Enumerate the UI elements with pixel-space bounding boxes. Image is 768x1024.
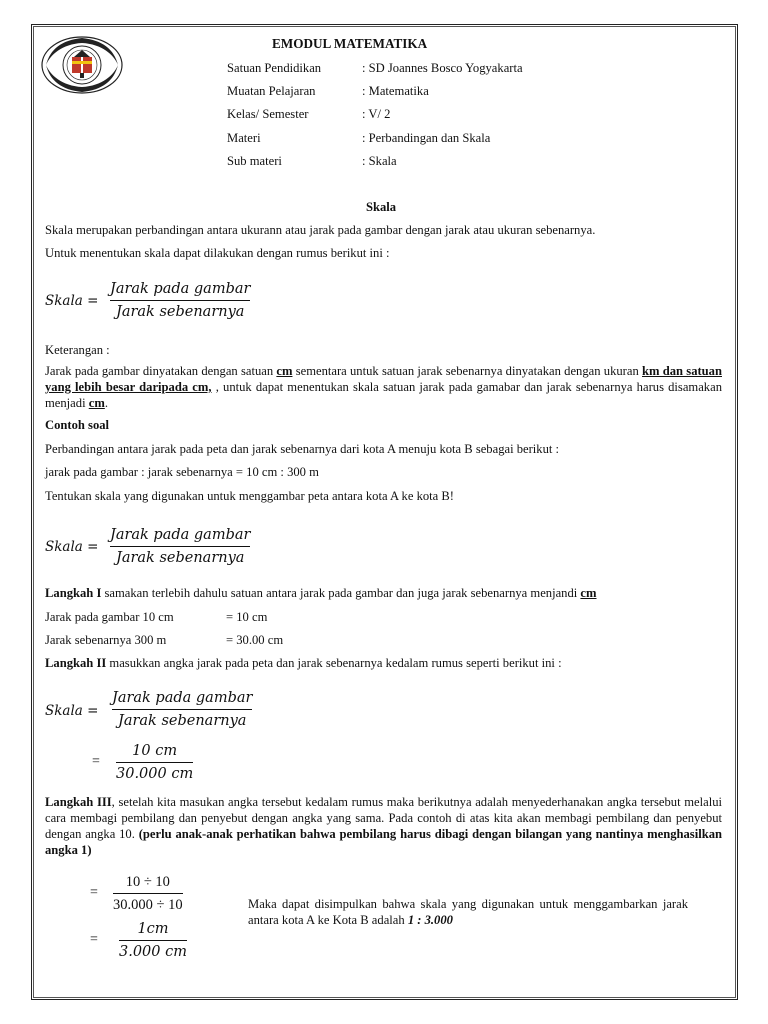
- formula-3-fraction: [112, 688, 252, 731]
- formula-3-numerator: Jarak pada gambar: [112, 690, 253, 706]
- header-label-materi: Materi: [227, 131, 261, 145]
- header-label-muatan: Muatan Pelajaran: [227, 84, 316, 98]
- formula-fraction: [110, 279, 250, 322]
- header-value-muatan: : Matematika: [362, 84, 429, 98]
- conclusion-text: Maka dapat disimpulkan bahwa skala yang digunakan untuk menggambarkan jarak antara kota A ke Kota B adalah: [248, 897, 688, 927]
- langkah-2-label: Langkah II: [45, 656, 107, 670]
- header-value-submateri: : Skala: [362, 154, 397, 168]
- conclusion-answer: 1 : 3.000: [407, 913, 453, 927]
- langkah-2-equals: =: [92, 754, 100, 769]
- langkah-1-row2-value: = 30.00 cm: [226, 633, 284, 647]
- keterangan-text-1: Jarak pada gambar dinyatakan dengan satuan: [45, 364, 274, 378]
- section-title: Skala: [366, 200, 397, 214]
- keterangan-paragraph: [45, 363, 722, 411]
- keterangan-km: km dan satuan yang lebih besar daripada cm,: [45, 364, 722, 394]
- keterangan-cm-1: cm: [276, 364, 293, 378]
- formula-denominator: Jarak sebenarnya: [116, 304, 245, 320]
- langkah-1-row2-label: Jarak sebenarnya 300 m: [45, 633, 167, 647]
- final-equals-2: =: [90, 932, 98, 947]
- formula-3-lhs: Skala =: [45, 703, 99, 719]
- langkah-1-label: Langkah I: [45, 586, 102, 600]
- formula-3-denominator: Jarak sebenarnya: [118, 713, 247, 729]
- contoh-title: Contoh soal: [45, 418, 110, 432]
- final-numerator-2: 1cm: [137, 921, 169, 937]
- fraction-bar: [119, 940, 187, 941]
- conclusion-paragraph: [248, 896, 688, 928]
- langkah-2-denominator: 30.000 cm: [116, 766, 194, 782]
- header-label-satuan: Satuan Pendidikan: [227, 61, 322, 75]
- formula-2-denominator: Jarak sebenarnya: [116, 550, 245, 566]
- keterangan-text-2: sementara untuk satuan jarak sebenarnya dinyatakan dengan ukuran: [295, 364, 639, 378]
- module-title: EMODUL MATEMATIKA: [272, 36, 428, 51]
- keterangan-text-3: , untuk dapat menentukan skala satuan jarak pada gamabar dan jarak sebenarnya harus disamakan menjadi: [45, 380, 722, 410]
- intro-paragraph-2: Untuk menentukan skala dapat dilakukan dengan rumus berikut ini :: [45, 246, 390, 260]
- final-numerator-1: 10 ÷ 10: [125, 874, 170, 890]
- final-fraction-2: [119, 919, 187, 962]
- header-value-satuan: : SD Joannes Bosco Yogyakarta: [362, 61, 523, 75]
- contoh-text-3: Tentukan skala yang digunakan untuk menggambar peta antara kota A ke kota B!: [45, 489, 454, 503]
- langkah-1-cm: cm: [580, 586, 597, 600]
- header-label-submateri: Sub materi: [227, 154, 282, 168]
- final-denominator-1: 30.000 ÷ 10: [113, 897, 183, 913]
- header-label-kelas: Kelas/ Semester: [227, 107, 309, 121]
- langkah-1-text: samakan terlebih dahulu satuan antara jarak pada gambar dan juga jarak sebenarnya menjandi: [101, 586, 581, 600]
- langkah-2-numerator: 10 cm: [132, 743, 178, 759]
- final-equals-1: =: [90, 885, 98, 900]
- keterangan-cm-2: cm: [88, 396, 105, 410]
- header-value-materi: : Perbandingan dan Skala: [362, 131, 491, 145]
- keterangan-label: Keterangan :: [45, 343, 110, 357]
- keterangan-text-4: .: [104, 396, 108, 410]
- fraction-bar: [116, 762, 193, 763]
- langkah-1-paragraph: [45, 585, 725, 601]
- langkah-1-row1-label: Jarak pada gambar 10 cm: [45, 610, 174, 624]
- intro-paragraph-1: Skala merupakan perbandingan antara ukurann atau jarak pada gambar dengan jarak atau ukuran sebenarnya.: [45, 223, 596, 237]
- fraction-bar: [110, 546, 250, 547]
- school-logo: [40, 35, 124, 95]
- formula-numerator: Jarak pada gambar: [110, 281, 251, 297]
- fraction-bar: [113, 893, 183, 894]
- contoh-text-1: Perbandingan antara jarak pada peta dan jarak sebenarnya dari kota A menuju kota B sebagai berikut :: [45, 442, 560, 456]
- header-value-kelas: : V/ 2: [362, 107, 391, 121]
- langkah-3-paragraph: [45, 794, 722, 858]
- formula-2-numerator: Jarak pada gambar: [110, 527, 251, 543]
- formula-2-lhs: Skala =: [45, 539, 99, 555]
- final-denominator-2: 3.000 cm: [119, 944, 187, 960]
- langkah-3-label: Langkah III: [45, 795, 112, 809]
- contoh-text-2: jarak pada gambar : jarak sebenarnya = 10 cm : 300 m: [45, 465, 319, 479]
- langkah-1-row1-value: = 10 cm: [226, 610, 268, 624]
- fraction-bar: [110, 300, 250, 301]
- langkah-2-text: masukkan angka jarak pada peta dan jarak sebenarnya kedalam rumus seperti berikut ini :: [106, 656, 562, 670]
- formula-lhs: Skala =: [45, 293, 99, 309]
- langkah-3-text: , setelah kita masukan angka tersebut kedalam rumus maka berikutnya adalah menyederhanakan angka tersebut melalui cara membagi pembilang dan penyebut dengan angka yang sama. Pada contoh di atas kita akan membagi pembilang dan penyebut dengan angka 10.: [45, 795, 722, 841]
- formula-2-fraction: [110, 525, 250, 568]
- langkah-2-fraction: [116, 741, 193, 784]
- langkah-3-note: (perlu anak-anak perhatikan bahwa pembilang harus dibagi dengan bilangan yang nantinya menghasilkan angka 1): [45, 827, 722, 857]
- langkah-2-paragraph: [45, 655, 725, 671]
- final-fraction-1: [113, 872, 183, 915]
- fraction-bar: [112, 709, 252, 710]
